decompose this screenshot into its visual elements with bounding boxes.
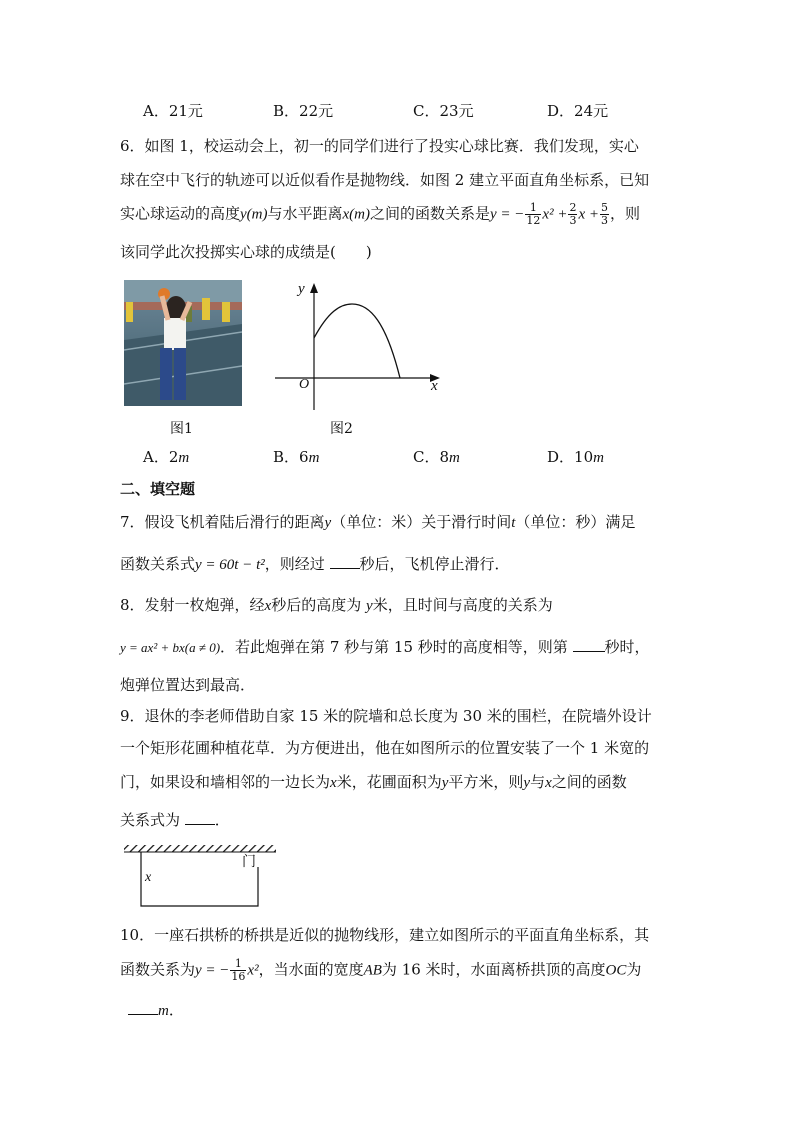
trajectory-curve	[314, 304, 400, 378]
q6-formula-lhs: y = −	[490, 206, 525, 223]
q7-formula: y = 60t − t²	[195, 557, 265, 573]
q7-line2: 函数关系式y = 60t − t²，则经过 秒后，飞机停止滑行．	[120, 555, 510, 573]
q6-line1: 6．如图 1，校运动会上，初一的同学们进行了投实心球比赛．我们发现，实心	[120, 137, 639, 155]
section-title-fill-in: 二、填空题	[120, 480, 196, 498]
shot-put-photo	[124, 280, 242, 406]
door-label: 门	[242, 854, 256, 870]
q8-line3: 炮弹位置达到最高．	[120, 676, 256, 694]
q6-option-a: A．2m	[143, 448, 190, 466]
shot-put-photo-illustration	[124, 280, 242, 406]
q6-xm: x(m)	[342, 206, 370, 223]
q10-answer-blank[interactable]	[128, 1000, 158, 1015]
q10-line3: m．	[128, 1000, 184, 1021]
q7-answer-blank[interactable]	[330, 554, 360, 569]
y-axis-arrow	[310, 283, 318, 293]
q10-line1: 10．一座石拱桥的桥拱是近似的抛物线形，建立如图所示的平面直角坐标系，其	[120, 926, 650, 944]
q6-line3: 实心球运动的高度y(m)与水平距离x(m)之间的函数关系是y = − $\frac{1}{12}$ x² + $\frac{2}{3}$ x + $\frac{5}{3}$ ，则	[120, 201, 640, 227]
fig2-caption: 图2	[330, 421, 353, 437]
q9-line1: 9．退休的李老师借助自家 15 米的院墙和总长度为 30 米的围栏，在院墙外设计	[120, 707, 652, 725]
q8-answer-blank[interactable]	[573, 637, 605, 652]
q6-option-b: B．6m	[273, 448, 320, 466]
parabola-graph	[270, 280, 450, 412]
q6-ym: y(m)	[240, 206, 268, 223]
q10-line2: 函数关系为y = − $\frac{1}{16}$ x²，当水面的宽度AB为 16 米时，水面离桥拱顶的高度OC为	[120, 957, 642, 983]
q6-option-c: C．8m	[413, 448, 460, 466]
fence-outline	[141, 852, 258, 906]
q5-option-b: B．22元	[273, 102, 334, 120]
q9-answer-blank[interactable]	[185, 810, 215, 825]
q6-line4: 该同学此次投掷实心球的成绩是( )	[120, 243, 372, 261]
q10-frac: $\frac{1}{16}$	[231, 957, 246, 983]
q8-line1: 8．发射一枚炮弹，经x秒后的高度为 y米，且时间与高度的关系为	[120, 596, 553, 614]
graph-y-label: y	[298, 281, 305, 297]
q6-line2: 球在空中飞行的轨迹可以近似看作是抛物线．如图 2 建立平面直角坐标系，已知	[120, 171, 650, 189]
q5-option-a: A．21元	[143, 102, 203, 120]
q9-line4: 关系式为 ．	[120, 811, 230, 829]
q10-formula-lhs: y = −	[195, 962, 230, 979]
q7-line1: 7．假设飞机着陆后滑行的距离y（单位：米）关于滑行时间t（单位：秒）满足	[120, 513, 636, 531]
fig1-caption: 图1	[170, 421, 193, 437]
q6-frac-1: $\frac{1}{12}$	[526, 201, 541, 227]
q9-line3: 门，如果设和墙相邻的一边长为x米，花圃面积为y平方米，则y与x之间的函数	[120, 773, 627, 791]
q6-frac-3: $\frac{5}{3}$	[600, 201, 608, 227]
q6-option-d: D．10m	[547, 448, 604, 466]
q8-formula: y = ax² + bx(a ≠ 0)	[120, 640, 221, 655]
q5-option-c: C．23元	[413, 102, 474, 120]
q9-line2: 一个矩形花圃种植花草．为方便进出，他在如图所示的位置安装了一个 1 米宽的	[120, 739, 650, 757]
q5-option-d: D．24元	[547, 102, 609, 120]
q6-frac-2: $\frac{2}{3}$	[569, 201, 577, 227]
graph-origin-label: O	[299, 377, 310, 392]
q8-line2: y = ax² + bx(a ≠ 0)．若此炮弹在第 7 秒与第 15 秒时的高度相等，则第 秒时，	[120, 638, 650, 656]
garden-x-label: x	[145, 870, 152, 885]
graph-x-label: x	[431, 378, 438, 394]
